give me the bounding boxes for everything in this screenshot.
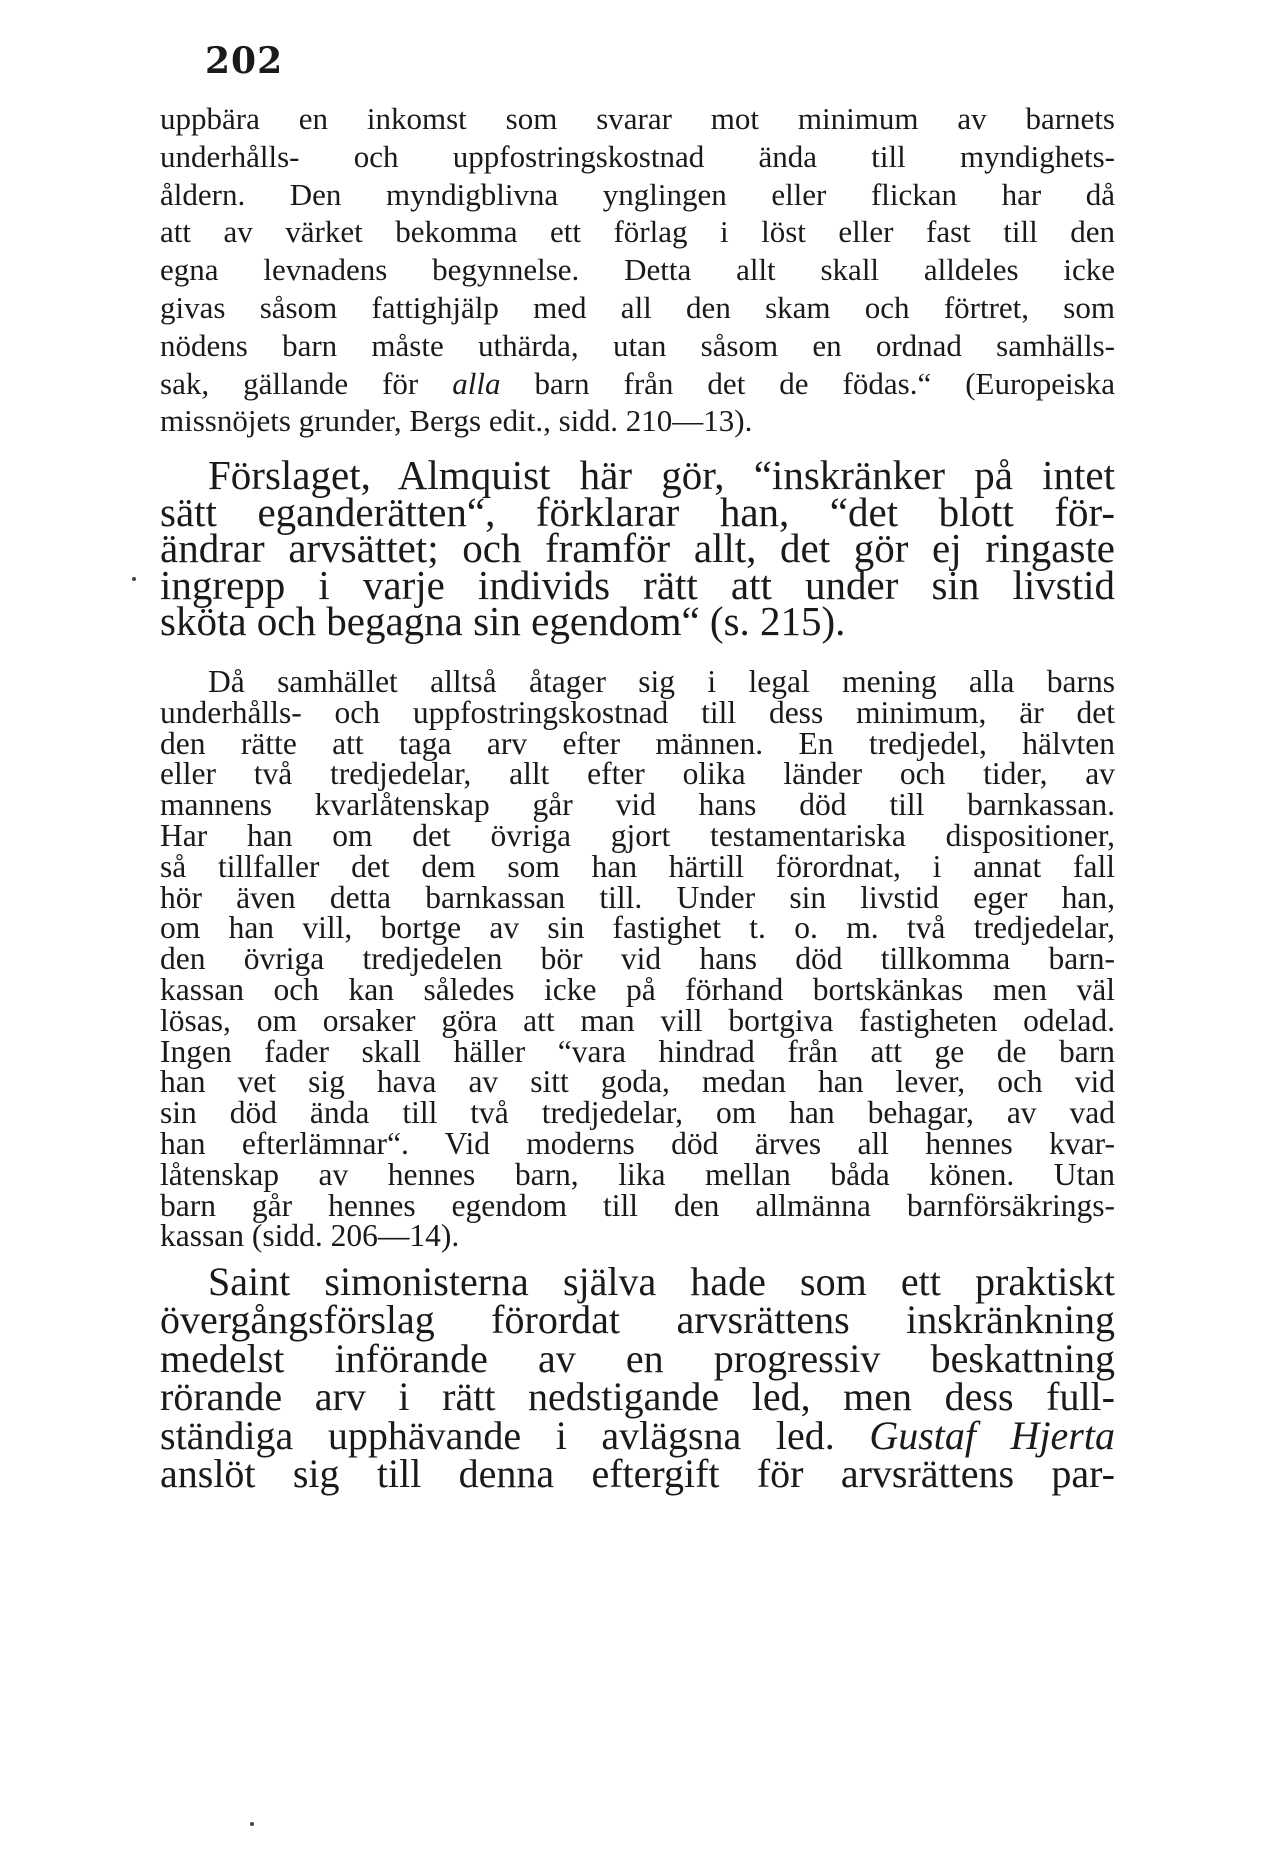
text-line: Har han om det övriga gjort testamentariska dispositioner, bbox=[160, 817, 1115, 853]
text-line: Då samhället alltså åtager sig i legal mening alla barns bbox=[208, 664, 1115, 699]
text-line: han vet sig hava av sitt goda, medan han lever, och vid bbox=[160, 1064, 1115, 1100]
text-line: sköta och begagna sin egendom“ (s. 215). bbox=[160, 598, 846, 645]
text-line: kassan (sidd. 206—14). bbox=[160, 1218, 460, 1254]
summary-paragraph bbox=[160, 664, 1115, 1254]
text-line: om han vill, bortge av sin fastighet t. o. m. två tredjedelar, bbox=[160, 910, 1115, 946]
text-line: rörande arv i rätt nedstigande led, men dess full- bbox=[160, 1374, 1115, 1420]
text-run: barn från det de födas.“ (Europeiska bbox=[500, 365, 1115, 401]
text-run: sak, gällande för bbox=[160, 365, 453, 401]
text-line: barn går hennes egendom till den allmänna barnförsäkrings- bbox=[160, 1187, 1115, 1223]
print-speck bbox=[132, 577, 136, 581]
text-line: så tillfaller det dem som han härtill förordnat, i annat fall bbox=[160, 848, 1115, 884]
text-line: medelst införande av en progressiv beskattning bbox=[160, 1335, 1115, 1381]
text-line: missnöjets grunder, Bergs edit., sidd. 210—13). bbox=[160, 403, 753, 439]
text-line: Ingen fader skall häller “vara hindrad från att ge de barn bbox=[160, 1033, 1115, 1069]
text-line bbox=[160, 365, 1115, 403]
text-line: sin död ända till två tredjedelar, om han behagar, av vad bbox=[160, 1095, 1115, 1131]
text-line: övergångsförslag förordat arvsrättens inskränkning bbox=[160, 1297, 1115, 1343]
text-line: att av värket bekomma ett förlag i löst eller fast till den bbox=[160, 214, 1115, 250]
text-line: ändrar arvsättet; och framför allt, det gör ej ringaste bbox=[160, 525, 1115, 572]
text-line: Saint simonisterna själva hade som ett praktiskt bbox=[208, 1259, 1115, 1304]
italic-run: alla bbox=[452, 365, 501, 401]
text-line: sätt eganderätten“, förklarar han, “det blott för- bbox=[160, 488, 1115, 535]
text-line: mannens kvarlåtenskap går vid hans död till barnkassan. bbox=[160, 787, 1115, 823]
text-line bbox=[160, 1412, 1115, 1458]
text-line: kassan och kan således icke på förhand bortskänkas men väl bbox=[160, 971, 1115, 1007]
text-line: lösas, om orsaker göra att man vill bortgiva fastigheten odelad. bbox=[160, 1002, 1115, 1038]
text-line: hör även detta barnkassan till. Under sin livstid eger han, bbox=[160, 879, 1115, 915]
page-number: 202 bbox=[205, 40, 284, 82]
text-line: underhålls- och uppfostringskostnad till dess minimum, är det bbox=[160, 694, 1115, 730]
body-paragraph bbox=[160, 1259, 1115, 1497]
text-line: nödens barn måste uthärda, utan såsom en ordnad samhälls- bbox=[160, 327, 1115, 363]
text-line: egna levnadens begynnelse. Detta allt skall alldeles icke bbox=[160, 252, 1115, 288]
print-speck bbox=[250, 1822, 254, 1826]
text-line: den övriga tredjedelen bör vid hans död tillkomma barn- bbox=[160, 941, 1115, 977]
text-line: anslöt sig till denna eftergift för arvsrättens par- bbox=[160, 1451, 1115, 1497]
text-line: Förslaget, Almquist här gör, “inskränker på intet bbox=[208, 452, 1115, 498]
text-line: han efterlämnar“. Vid moderns död ärves all hennes kvar- bbox=[160, 1125, 1115, 1161]
text-line: eller två tredjedelar, allt efter olika länder och tider, av bbox=[160, 756, 1115, 792]
text-line: uppbära en inkomst som svarar mot minimum av barnets bbox=[160, 101, 1115, 136]
quote-paragraph bbox=[160, 100, 1115, 440]
text-line: underhålls- och uppfostringskostnad ända till myndighets- bbox=[160, 138, 1115, 174]
text-line: ingrepp i varje individs rätt att under sin livstid bbox=[160, 561, 1115, 608]
text-line: låtenskap av hennes barn, lika mellan båda könen. Utan bbox=[160, 1156, 1115, 1192]
text-line: givas såsom fattighjälp med all den skam och förtret, som bbox=[160, 289, 1115, 325]
body-paragraph bbox=[160, 452, 1115, 645]
text-run: ständiga upphävande i avlägsna led. bbox=[160, 1412, 870, 1458]
italic-run: Gustaf Hjerta bbox=[869, 1412, 1115, 1458]
text-line: den rätte att taga arv efter männen. En tredjedel, hälvten bbox=[160, 725, 1115, 761]
text-line: åldern. Den myndigblivna ynglingen eller flickan har då bbox=[160, 176, 1115, 212]
